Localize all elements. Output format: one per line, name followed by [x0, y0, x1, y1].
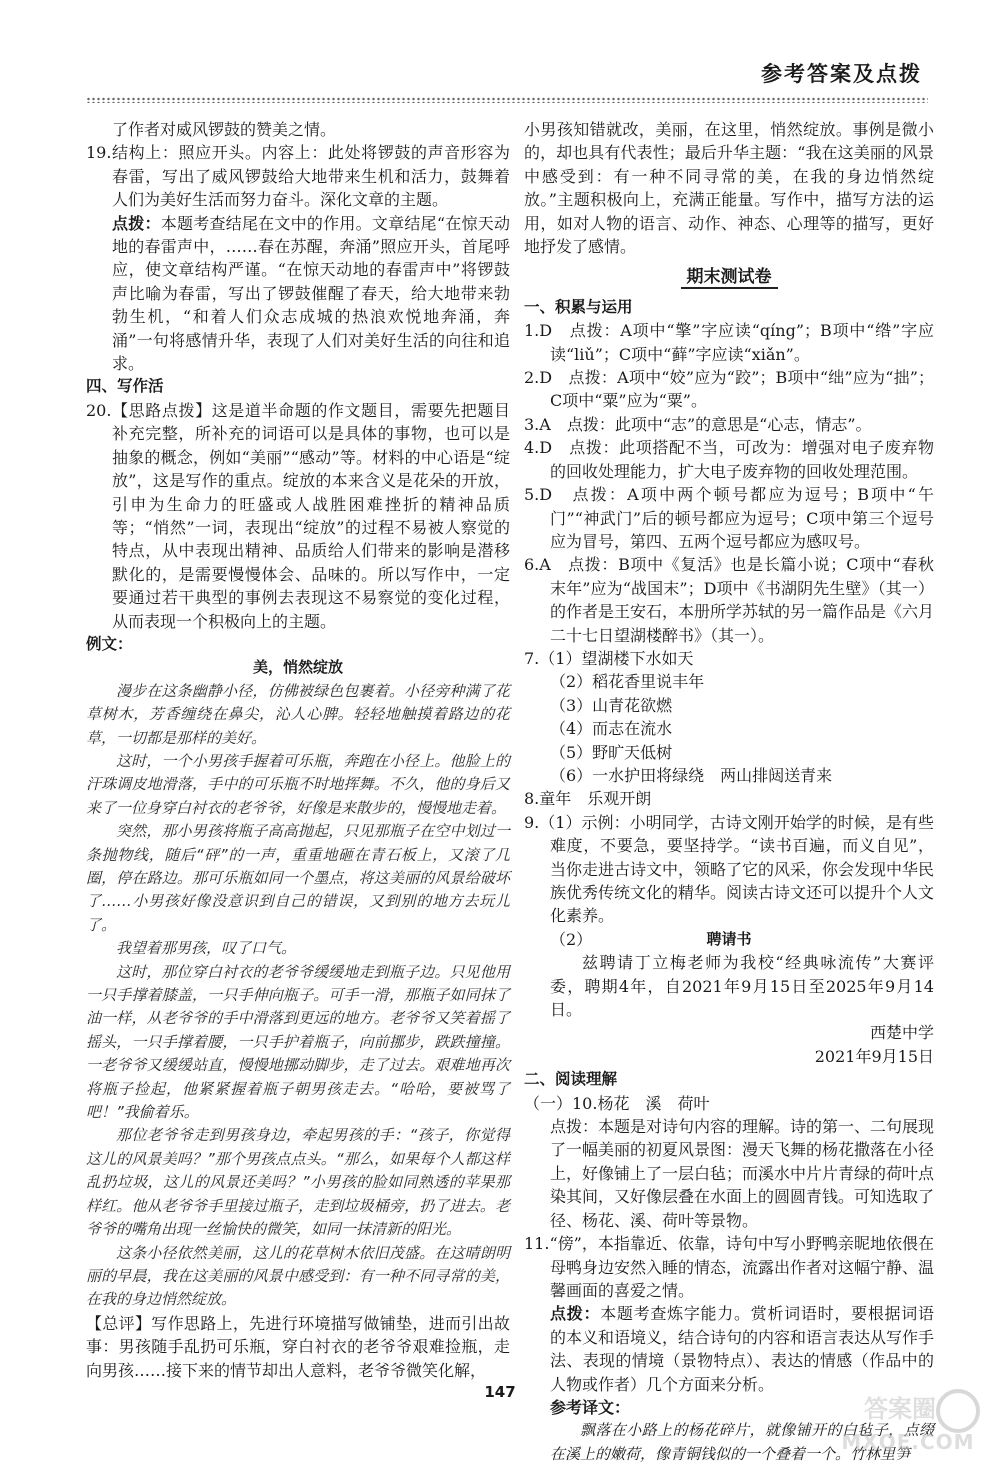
section-accumulation: 一、积累与运用 — [524, 297, 633, 316]
section-reading: 二、阅读理解 — [524, 1070, 618, 1089]
essay-title: 美，悄然绽放 — [252, 658, 343, 677]
answer-10: （一）10.杨花 溪 荷叶 — [524, 1093, 710, 1113]
answer-7-item: （5）野旷天低树 — [550, 742, 673, 762]
answer-19: 19.结构上：照应开头。内容上：此处将锣鼓的声音形容为春雷，写出了威风锣鼓给大地带来生机和活力，鼓舞着人们为美好生活而努力奋斗。深化文章的主题。 — [86, 143, 510, 210]
watermark-text: MXQE.COM — [841, 1430, 975, 1454]
exam-title — [524, 266, 934, 289]
running-header: 参考答案及点拨 — [761, 62, 922, 86]
review-continuation: 小男孩知错就改，美丽，在这里，悄然绽放。事例是微小的，却也具有代表性；最后升华主题：“我在这美丽的风景中感受到：有一种不同寻常的美，在我的身边悄然绽放。”主题积极向上，充满正能量。写作中，描写方法的运用，如对人物的语言、动作、神态、心理等的描写，更好地抒发了感情。 — [524, 120, 934, 257]
translation-text: 飘落在小路上的杨花碎片，就像铺开的白毡子，点缀在溪上的嫩荷，像青铜钱似的一个叠着一个。竹林里笋 — [550, 1421, 934, 1463]
answer-11-tip — [524, 1302, 934, 1396]
essay-paragraph: 这时，一个小男孩手握着可乐瓶，奔跑在小径上。他脸上的汗珠调皮地滑落，手中的可乐瓶不时地挥舞。不久，他的身后又来了一位身穿白衬衣的老爷爷，好像是来散步的，慢慢地走着。 — [86, 751, 510, 817]
essay-paragraph: 漫步在这条幽静小径，仿佛被绿色包裹着。小径旁种满了花草树木，芳香缠绕在鼻尖，沁人心脾。轻轻地触摸着路边的花草，一切都是那样的美好。 — [86, 681, 510, 747]
answer-9: 9.（1）示例：小明同学，古诗文刚开始学的时候，是有些难度，不要急，要坚持学。“读书百遍，而义自见”，当你走进古诗文中，领略了它的风采，你会发现中华民族优秀传统文化的精华。阅读古诗文还可以提升个人文化素养。 — [524, 812, 935, 926]
answer-9-part2: （2） — [550, 929, 593, 949]
answer-19-tip — [86, 212, 510, 376]
watermark-logo — [788, 1387, 988, 1457]
letter-heading-row — [524, 928, 934, 951]
letter-title: 聘请书 — [706, 929, 752, 948]
answer-20: 20.【思路点拨】这是道半命题的作文题目，需要先把题目补充完整，所补充的词语可以是具体的事物，也可以是抽象的概念，例如“美丽”“感动”等。材料的中心语是“绽放”，这是写作的重点。绽放的本来含义是花朵的开放，引申为生命力的旺盛或人战胜困难挫折的精神品质等；“悄然”一词，表现出“绽放”的过程不易被人察觉的特点，从中表现出精神、品质给人们带来的影响是潜移默化的，是需要慢慢体会、品味的。所以写作中，一定要通过若干典型的事例去表现这不易察觉的变化过程，从而表现一个积极向上的主题。 — [86, 400, 510, 631]
answer-7-item: （3）山青花欲燃 — [550, 695, 673, 715]
tip-label: 点拨： — [112, 213, 161, 233]
answer-10-tip: 点拨：本题是对诗句内容的理解。诗的第一、二句展现了一幅美丽的初夏风景图：漫天飞舞的杨花撒落在小径上，好像铺上了一层白毡；而溪水中片片青绿的荷叶点染其间，又好像层叠在水面上的圆圆青钱。可知选取了径、杨花、溪、荷叶等景物。 — [550, 1117, 935, 1230]
tip-text: 本题考查结尾在文中的作用。文章结尾“在惊天动地的春雷声中，……春在苏醒，奔涌”照应开头，首尾呼应，使文章结构严谨。“在惊天动地的春雷声中”将锣鼓声比喻为春雷，写出了锣鼓催醒了春天，给大地带来勃勃生机，“和着人们众志成城的热浪欢悦地奔涌，奔涌”一句将感情升华，表现了人们对美好生活的向往和追求。 — [112, 213, 510, 374]
section-writing: 四、写作活 — [86, 377, 164, 396]
essay-paragraph: 那位老爷爷走到男孩身边，牵起男孩的手：“孩子，你觉得这儿的风景美吗？”那个男孩点点头。“那么，如果每个人都这样乱扔垃圾，这儿的风景还美吗？”小男孩的脸如同熟透的苹果那样红。他从老爷爷手里接过瓶子，走到垃圾桶旁，扔了进去。老爷爷的嘴角出现一丝愉快的微笑，如同一抹清新的阳光。 — [86, 1126, 510, 1239]
answer-7: 7.（1）望湖楼下水如天 — [524, 648, 694, 668]
letter-body: 兹聘请丁立梅老师为我校“经典咏流传”大赛评委，聘期4年，自2021年9月15日至2025年9月14日。 — [550, 953, 934, 1020]
answer-1: 1.D 点拨：A项中“擎”字应读“qíng”；B项中“绺”字应读“liǔ”；C项中“藓”字应读“xiǎn”。 — [524, 321, 934, 364]
example-label: 例文： — [86, 634, 133, 653]
tip-label: 点拨： — [550, 1304, 601, 1324]
watermark-circle-icon — [938, 1391, 978, 1431]
right-column — [524, 118, 934, 1466]
answer-7-item: （6）一水护田将绿绕 两山排闼送青来 — [550, 765, 833, 785]
page-number: 147 — [484, 1383, 516, 1401]
header-dotted-rule — [86, 97, 928, 103]
answer-4: 4.D 点拨：此项搭配不当，可改为：增强对电子废弃物的回收处理能力，扩大电子废弃物的回收处理范围。 — [524, 438, 934, 481]
letter-school: 西楚中学 — [869, 1023, 934, 1043]
essay-paragraph: 这条小径依然美丽，这儿的花草树木依旧茂盛。在这晴朗明丽的早晨，我在这美丽的风景中感受到：有一种不同寻常的美，在我的身边悄然绽放。 — [86, 1243, 510, 1309]
essay-paragraph: 突然，那小男孩将瓶子高高抛起，只见那瓶子在空中划过一条抛物线，随后“砰”的一声，重重地砸在青石板上，又滚了几圈，停在路边。那可乐瓶如同一个墨点，将这美丽的风景给破坏了……小男孩好像没意识到自己的错误，又到别的地方去玩儿了。 — [86, 822, 510, 934]
answer-6: 6.A 点拨：B项中《复活》也是长篇小说；C项中“春秋末年”应为“战国末”；D项中《书湖阴先生壁》（其一）的作者是王安石，本册所学苏轼的另一篇作品是《六月二十七日望湖楼醉书》（其一）。 — [524, 555, 935, 645]
answer-5: 5.D 点拨：A项中两个顿号都应为逗号；B项中“午门”“神武门”后的顿号都应为逗号；C项中第三个逗号应为冒号，第四、五两个逗号都应为感叹号。 — [524, 485, 934, 551]
translation-label: 参考译文： — [550, 1397, 631, 1417]
watermark-logo-text: 答案圈 — [864, 1395, 936, 1423]
letter-date: 2021年9月15日 — [814, 1046, 934, 1066]
answer-18-tail: 了作者对威风锣鼓的赞美之情。 — [112, 120, 337, 139]
left-column — [86, 118, 510, 1382]
tip-text: 本题考查炼字能力。赏析词语时，要根据词语的本义和语境义，结合诗句的内容和语言表达从写作手法、表现的情境（景物特点）、表达的情感（作品中的人物或作者）几个方面来分析。 — [550, 1304, 935, 1394]
answer-8: 8.童年 乐观开朗 — [524, 789, 652, 809]
essay-paragraph: 这时，那位穿白衬衣的老爷爷缓缓地走到瓶子边。只见他用一只手撑着膝盖，一只手伸向瓶子。可手一滑，那瓶子如同抹了油一样，从老爷爷的手中滑落到更远的地方。老爷爷又笑着摇了摇头，一只手撑着腰，一只手护着瓶子，向前挪步，跌跌撞撞。一老爷爷又缓缓站直，慢慢地挪动脚步，走了过去。艰难地再次将瓶子捡起，他紧紧握着瓶子朝男孩走去。“哈哈，要被骂了吧！”我偷着乐。 — [86, 962, 510, 1122]
answer-3: 3.A 点拨：此项中“志”的意思是“心志，情志”。 — [524, 414, 872, 434]
answer-2: 2.D 点拨：A项中“姣”应为“跤”；B项中“绌”应为“拙”；C项中“粟”应为“粟”。 — [524, 368, 934, 411]
essay-paragraph: 我望着那男孩，叹了口气。 — [116, 939, 297, 958]
exam-title-text: 期末测试卷 — [681, 267, 778, 289]
answer-7-item: （2）稻花香里说丰年 — [550, 672, 705, 692]
answer-11: 11.“傍”，本指靠近、依靠，诗句中写小野鸭亲昵地依偎在母鸭身边安然入睡的情态，流露出作者对这幅宁静、温馨画面的喜爱之情。 — [524, 1234, 935, 1300]
essay-review: 【总评】写作思路上，先进行环境描写做铺垫，进而引出故事：男孩随手乱扔可乐瓶，穿白衬衣的老爷爷艰难捡瓶，走向男孩……接下来的情节却出人意料，老爷爷微笑化解， — [86, 1313, 510, 1380]
answer-7-item: （4）而志在流水 — [550, 719, 673, 739]
